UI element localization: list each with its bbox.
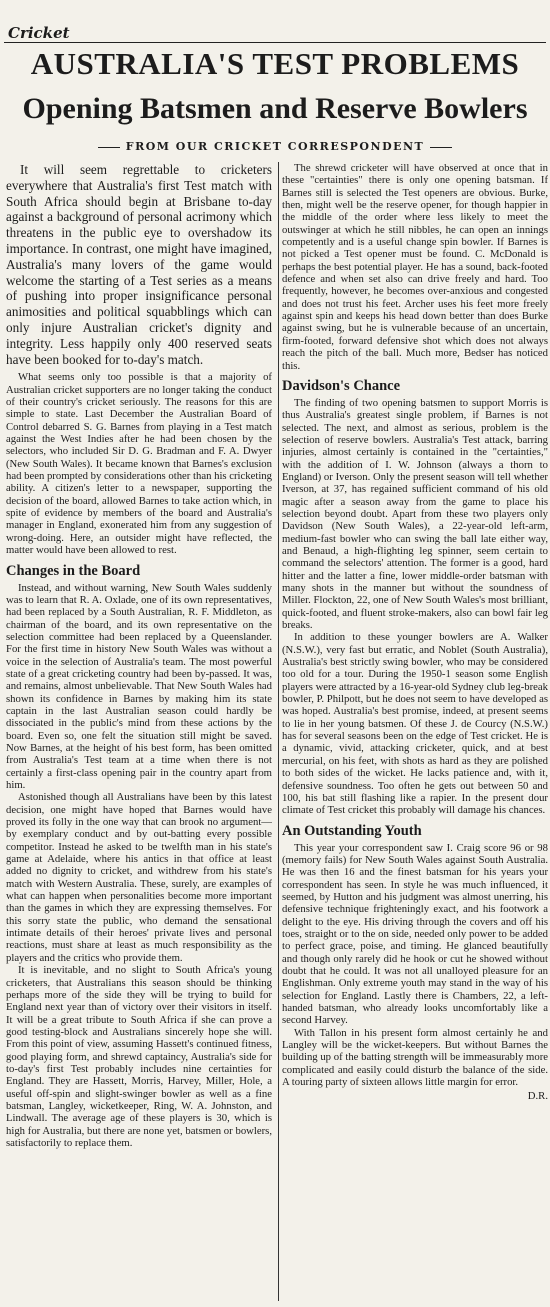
top-rule bbox=[4, 42, 546, 43]
section-label: Cricket bbox=[8, 24, 70, 42]
subheadline: Opening Batsmen and Reserve Bowlers bbox=[22, 92, 528, 125]
body-paragraph: Astonished though all Australians have been by this latest decision, one might have hoped that Barnes would have proved its folly in the one way that can brook no argument—by exemplary conduct and by out-batting every possible competitor. Instead he asked to be twelfth man in his state's game at Adelaide, where his antics in that office at least added no dignity to cricket, and withdrew from his state's match with Western Australia. These, surely, are examples of what can happen when personalities become more important than the games in which they are expressing themselves. For this sorry state the public, who demand the sensational intimate details of their heroes' private lives and personal reactions, must share at least as much responsibility as the players and the critics who provide them. bbox=[6, 791, 272, 964]
author-signature: D.R. bbox=[527, 1090, 548, 1103]
body-paragraph: It is inevitable, and no slight to South Africa's young cricketers, that Australians this season should be thinking perhaps more of the side they will be trying to build for England next year than of victory over their visitors in itself. It will be a great tribute to South Africa if she can prove a good testing-block and Australians sincerely hope she will. From this point of view, assuming Hassett's continued fitness, good playing form, and shrewd captaincy, Australia's side for to-day's first Test probably includes nine certainties for England. They are Hassett, Morris, Harvey, Miller, Hole, a useful off-spin and slight-swinger bowler as well as a fine batsman, Langley, wicketkeeper, Ring, W. A. Johnston, and Lindwall. The average age of these players is 30, which is high for Australia, but there are none yet, batsmen or bowlers, satisfactorily to replace them. bbox=[6, 964, 272, 1149]
body-paragraph: The finding of two opening batsmen to support Morris is thus Australia's greatest single problem, if Barnes is not selected. The next, and almost as serious, problem is the selection of reserve bowlers. Australia's Test attack, barring injuries, almost certainly is contained in the "certainties," with the addition of I. W. Johnson (always a thorn to England) or Iverson. Only the present season will tell whether Iverson, at 37, has regained sufficient command of his old magic after a season away from the game to place his selection beyond doubt. Apart from these two players only Davidson (New South Wales), a 22-year-old left-arm, medium-fast bowler who can swing the ball late either way, and Benaud, a high-flighting leg spinner, seem certain to command the selectors' attention. The former is a good, hard hitter and the latter a fine, lower middle-order batsman with many shots in the manner but without the soundness of Miller. Flockton, 22, one of New South Wales's most brilliant, quick-footed, and fluent stroke-makers, also can bowl fair leg breaks. bbox=[282, 396, 548, 632]
article-column-left bbox=[6, 162, 272, 1302]
section-heading-changes: Changes in the Board bbox=[6, 562, 141, 579]
column-rule bbox=[278, 162, 279, 1301]
article-column-right bbox=[282, 162, 548, 1302]
byline-dash-left bbox=[98, 147, 120, 148]
body-paragraph: The shrewd cricketer will have observed at once that in these "certainties" there is only one opening batsman. If Barnes still is selected the Test openers are obvious. Burke, then, might well be the reserve opener, for though happier in the middle of the order where less likely to meet the outswinger at which he still nibbles, he can open an innings competently and is a useful change spin bowler. If Barnes is not picked a Test opener must be found. C. McDonald is perhaps the best potential player. He has a sound, back-footed defence and when set also can drive freely and hard. Too frequently, however, he becomes over-anxious and congested and does not trust his feet. Archer uses his feet more freely against spin and keeps his head down better than does Burke against swing, but he is vulnerable because of an uncertain, firm-footed, forward defensive shot which does not always reach the pitch of the ball. Much more, Bedser has noticed this. bbox=[282, 162, 548, 372]
section-heading-youth: An Outstanding Youth bbox=[282, 822, 422, 839]
byline bbox=[0, 140, 550, 153]
body-paragraph: In addition to these younger bowlers are A. Walker (N.S.W.), very fast but erratic, and Noblet (South Australia), Australia's best strictly swing bowler, who may be considered too old for a tour. During the 1950-1 season some English players were attracted by a 16-year-old Sydney club leg-break bowler, P. Philpott, but he does not seem to have developed as was hoped. Australia's best promise, indeed, at present seems to lie in her young batsmen. Of these J. de Courcy (N.S.W.) has for several seasons been on the edge of Test cricket. He is a dynamic, vivid, attacking cricketer, quick, and at best mercurial, on his feet, with shots as hard as they are polished to both sides of the wicket. He lacks patience and, with it, defensive soundness. Too often he gets out between 50 and 100, his bat still flashing like a rapier. In the present dour climate of Test cricket this probably will damage his chances. bbox=[282, 631, 548, 817]
section-heading-davidson: Davidson's Chance bbox=[282, 377, 401, 394]
headline: AUSTRALIA'S TEST PROBLEMS bbox=[30, 46, 520, 81]
byline-text: FROM OUR CRICKET CORRESPONDENT bbox=[125, 140, 425, 153]
body-paragraph: Instead, and without warning, New South Wales suddenly was to learn that R. A. Oxlade, one of its own representatives, had been replaced by a South Australian, R. F. Middleton, as chairman of the board, and its own representative on the selection committee had been replaced by a Queenslander. For the first time in history New South Wales was without a voice in the selection of Australia's team. The most powerful state of a great cricketing country had been by-passed. It was, and remains, almost unbelievable. That New South Wales had shown its confidence in Barnes by making him its state captain in the last Australian season could hardly be dissociated in the public's mind from these actions by the board. Even so, one felt the situation still might be saved. Now Barnes, at the height of his best form, has been omitted from Australia's Test team at a time when there is not certainly a first-class opening pair in the country apart from him. bbox=[6, 581, 272, 792]
byline-dash-right bbox=[430, 147, 452, 148]
intro-paragraph: What seems only too possible is that a majority of Australian cricket supporters are no longer taking the conduct of their country's cricket seriously. The reasons for this are simple to state. Last December the Australian Board of Control debarred S. G. Barnes from playing in a Test match against the West Indies after he had been chosen by the selectors, who included Sir D. G. Bradman and F. A. Dwyer (New South Wales). It became known that Barnes's exclusion had been prompted by considerations other than his cricketing ability. A citizen's letter to a newspaper, supporting the decision of the board, allowed Barnes to take action which, in spite of evidence by members of the board and Australia's manager in England, exonerated him from any suggestion of wrong-doing. Here, an outsider might have reflected, the matter would have been allowed to rest. bbox=[6, 371, 272, 557]
body-paragraph: This year your correspondent saw I. Craig score 96 or 98 (memory fails) for New South Wales against South Australia. He was then 16 and the finest batsman for his years your correspondent has seen. In style he was much influenced, it seemed, by Hutton and his judgment was almost unerring, his defensive technique frighteningly exact, and his footwork a delight to the eye. His driving through the covers and off his toes, straight or to the on side, needed only power to be added to perfect grace, poise, and timing. He glanced beautifully and though only rarely did he hook or cut he showed without doubt that he could. It was not all unalloyed pleasure for an Englishman. Only extreme youth may stand in the way of his selection for England. Lastly there is Chambers, 22, a left-handed batsman, who already looks uncomfortably like a second Harvey. bbox=[282, 841, 548, 1027]
lead-paragraph: It will seem regrettable to cricketers everywhere that Australia's first Test match with South Africa should begin at Brisbane to-day against a background of personal acrimony which threatens in the public eye to overshadow its importance. In contrast, one might have imagined, Australia's many lovers of the game would welcome the starting of a Test series as a means of pushing into proper insignificance personal animosities and political squabblings which can only injure Australian cricket's dignity and integrity. Less happily only 400 reserved seats have been booked for to-day's match. bbox=[6, 162, 272, 367]
body-paragraph: With Tallon in his present form almost certainly he and Langley will be the wicket-keepers. But without Barnes the building up of the batting strength will be immeasurably more complicated and easily could disturb the balance of the side. A touring party of sixteen allows little margin for error. bbox=[282, 1026, 548, 1089]
